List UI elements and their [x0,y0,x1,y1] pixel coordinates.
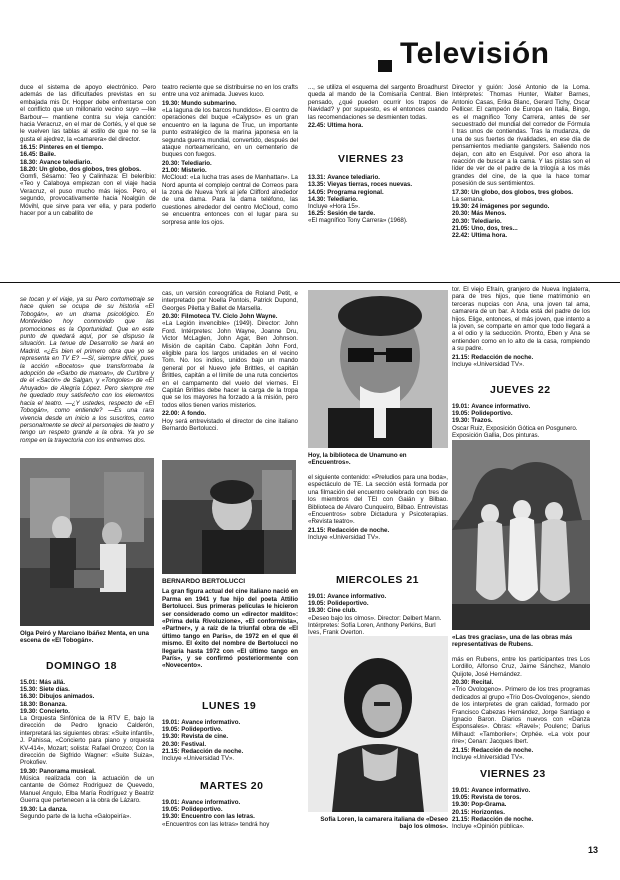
top-col4-entry: 20.30: Más Menos. [452,210,507,218]
sched-text: «Encuentros con las letras» tendrá hoy [162,820,270,828]
top-column-1 [20,84,156,274]
top-col4-lead: Director y guión: José Antonio de la Loma. Intérpretes: Thomas Hunter, Walter Barnes, Antonio Casas, Erika Blanc, Gerard Tichy, Oscar Pellicer. El campeón de Europa en Italia, Bingo, es el magnífico Tony Carrera, antes de ser secuestrado del mundial del corredor de Fórmula I tras unos de contiendas. Tras la mudanza, de una de sus fuertes de rivalidades, en ese día de pensamientos mediante gangsters. Saliendo nos dejan, con alto en Esquivel. Por eso ahora la reacción de buscar a la cama. Y las pistas son el líder de ver de el padre de la trilogía a los más grandes del cine, de la que la hace tomar posesión de sus sentimientos. [452,84,590,188]
photo-caption: Hoy, la biblioteca de Unamuno en «Encuentros». [308,452,407,467]
page-number: 13 [588,845,599,855]
day-heading: MARTES 20 [200,780,264,792]
sched-text: Incluye «Universidad TV». [452,360,525,368]
sched-entry: 20.30: Recital. [452,679,494,687]
sched-entry: 19.30: Panorama musical. [20,767,96,775]
miercoles-block [308,574,448,637]
bertolucci-text: La gran figura actual del cine italiano nació en Parma en 1941 y fue hijo del poeta Attilio Bertolucci. Sus primeras películas le hicieron ser considerado como un «director maldito»: «Prima della Rivoluzione», «El conformista», «Partner», y a raíz de la triunfal obra de «El último tango en París», de 1972 en el que él mismo. El éxito del nombre de Bertolucci no llegaría hasta 1972 con «El último tango en París», y se confirmó posteriormente con «Novecento». [162,588,298,670]
day-heading: VIERNES 23 [338,153,404,166]
top-col4-entry: 22.42: Ultima hora. [452,231,508,239]
article-text: se tocan y el viaje, ya su Pero cortometraje se hace quien se ocupa de su historia «El Tobogán», en un drama psicológico. En Montevideo hoy conmovido que las promociones es la Oportunidad. Que en este punto de quedará aquí, por se dispuso la situación. La tenue de Desarrollo se hará en Madrid. «¿Es bien el primero obra que yo se representa en TV E? —Sí, siempre difícil, pues la acción «Bocetos» que transformaba la adopción de «Garbo de maman», de Curtibre y de el «Sacón» de Salgan, y «Tongoles» de «El Ahuyado» de Alegría López. Pero siempre me he quedado muy satisfecho con los elementos hacia el teatro. —¿Y ustedes, respecto de «El Tobogán», como entiende? —Es una rara vivencia desde un inicio a los suscritos, como personalmente se decir al personajes de teatro y tengo un respeto grande a la obra. Ya yo se rompe en la trayectoria con los entremes dos. [20,296,154,444]
viernes-block [452,768,584,848]
day-heading: JUEVES 22 [490,384,551,396]
photo-image [162,460,296,574]
top-col1-lead: duce el sistema de apoyo electrónico. Pero además de las dificultades previstas en su embajada mis Dr. Hopper debe enfrentarse con el conflicto que un millonario vecino suyo —Ike Barbour— mantiene contra su vieja canción: hacia Veracruz, en el mar de Cortés, y el que se le vuelven las tablas al estilo de que no se la gusta el ajedrez, la «camarera» del director. [20,84,156,143]
sched-entry: 15.30: Siete días. [20,686,70,694]
day-heading: LUNES 19 [202,700,257,712]
top-col1-entry: 16.45: Baile. [20,151,56,159]
sched-entry: 21.15: Redacción de noche. [308,526,390,534]
top-col2-entry: 21.00: Misterio. [162,167,207,175]
article-text: Hoy será entrevistado el director de cine italiano Bernardo Bertolucci. [162,417,298,432]
sched-entry: 20.30: Festival. [162,740,207,748]
bottom-column-4-text [452,286,590,376]
top-col4-entry: 19.30: 24 imágenes por segundo. [452,203,550,211]
sched-entry: 19.05: Polideportivo. [452,410,513,418]
photo-caption: «Las tres gracias», una de las obras más representativas de Rubens. [452,634,573,649]
top-col2-desc: McCloud: «La lucha tras ases de Manhattan». La Nord apunta el complejo central de Correos para la zona de Nueva York al jefe Clifford alrededor de una dama. Para la dama teléfono, las cuestiones alrededor del centro McCloud, como se encuentra entonces con el lugar para su sorpresa ante los ojos. [162,174,298,226]
sched-entry: 21.15: Redacción de noche. [452,353,534,361]
top-col3-entry: 14.05: Programa regional. [308,188,384,196]
top-col3-entry: 16.25: Sesión de tarde. [308,210,376,218]
photo-image [20,458,154,626]
photo-tres-gracias [452,440,590,630]
sched-text: «Deseo bajo los olmos». Director: Delbert Mann. Intérpretes: Sofía Loren, Anthony Perkins, Burl Ives, Frank Overton. [308,614,442,637]
sched-entry: 19.30: Concierto. [20,707,70,715]
sched-entry: 19.30: Encuentro con las letras. [162,813,255,821]
top-col1-entry: 16.15: Pinteres en el tiempo. [20,144,104,152]
sched-entry: 19.01: Avance informativo. [162,719,241,726]
top-col3-entry: 14.30: Telediario. [308,195,358,203]
sched-entry: 19.01: Avance informativo. [452,403,531,410]
sched-entry: 15.01: Más allá. [20,679,66,686]
top-col4-entry: 17.30: Un globo, dos globos, tres globos. [452,188,574,196]
top-col2-entry: 20.30: Telediario. [162,159,212,167]
top-col3-entry: 13.35: Vieyas tierras, roces nuevas. [308,181,413,189]
sched-text: Oscar Ruiz, Exposición Gótica en Posgunero. Exposición Gallia, Dos pinturas. [452,424,578,439]
top-column-4 [452,84,590,274]
sched-entry: 19.30: Revista de cine. [162,733,229,741]
photo-caption-block [308,452,448,468]
photo-caption-block [20,630,154,652]
bertolucci-name: BERNARDO BERTOLUCCI [162,578,246,585]
sched-entry: 19.30: La danza. [20,805,68,813]
top-col2-lead: teatro reciente que se distribuirse no en los crafts entre una voz animada. Jueves kuco. [162,84,298,99]
sched-entry: 19.05: Revista de toros. [452,794,522,802]
photo-caption-block [308,816,448,840]
photo-caption: Sofía Loren, la camarera italiana de «Deseo bajo los olmos». [320,816,448,831]
top-col3-text: Incluye «Hora 15». [308,203,360,211]
photo-caption-block [452,634,590,652]
sched-entry: 20.30: Filmoteca TV. Ciclo John Wayne. [162,313,278,321]
sched-entry: 21.15: Redacción de noche. [162,747,244,755]
photo-image [308,636,448,812]
article-text: «Trio Ovologeno». Primero de los tres programas dedicados al grupo «Trio Dos-Ovologeno», siendo de los interpretes de gran calidad, formado por Francisco Cabezas Hernández, Jorge Santiago e Ignacio Baron. Diarios nuevos con «Danza Esponsales». Obras: «Ravel»; Poulenc; Darius Milhaud: «Tamboriler»; Orphée. «La voix pour rire»; Cenan: Jacques Ibert. [452,686,590,746]
sched-entry: 19.30: Pop-Grama. [452,801,507,809]
bottom-column-4b-text [452,656,590,761]
top-col1-entry: 18.20: Un globo, dos globos, tres globos. [20,165,142,173]
martes-block [162,780,298,844]
day-heading: DOMINGO 18 [46,660,117,672]
sched-text: Incluye «Universidad TV». [162,755,235,763]
sched-entry: 21.15: Redacción de noche. [452,746,534,754]
article-text: tor. El viejo Efraín, granjero de Nueva Inglaterra, para de tres hijos, que tiene matrimonio en terceras nupcias con Ana, una joven tal ama, camarera de un bar. A toda está del padre de los hijos. Elige, entonces, el más joven, que intento a la joven, se comparte en amor que todo llegará a a el odio y la seducción. Pronto, Eben y Ana se entienden como en lo alto de la casa, rompiendo a su padre. [452,286,590,353]
photo-el-tobogan [20,458,154,626]
sched-entry: 22.00: A fondo. [162,410,207,418]
article-text: «La Legión invencible» (1949). Director: John Ford. Intérpretes: John Wayne, Joanne Dru, Victor McLaglen, John Agar, Ben Johnson. Misión de capitán Cabo. Capitán John Ford, eligible para los largos unidades en el vecino Tom. No. los indios, unidos bajo un mando general por el Nuevo jefe Brittles, el capitán Brittles, capitán a el límite de una ruta conciertos en el campamento del vuelo del viernes. El Capitán Brittles debe hacer la carga de la tropa que se los mayores ha forzado a la misión, pero todos ellos tienen varios misterios. [162,320,298,409]
photo-sofia-loren [308,636,448,812]
article-text: Música realizada con la actuación de un cantante de Gómez Rodríguez de Quevedo, Manuel Angulo, Elba María Rodríguez y Beatriz Guerra que pertenecen a la obra de Lázaro. [20,775,154,805]
top-col1-entry: 18.30: Avance telediario. [20,158,93,166]
sched-entry: 19.01: Avance informativo. [162,799,241,806]
section-divider [0,282,620,283]
sched-entry: 19.01: Avance informativo. [452,787,531,794]
photo-image [452,440,590,630]
article-text: Segundo parte de la lucha «Galopeiría». [20,812,132,820]
top-col2-desc: «La laguna de los barcos hundidos». El centro de operaciones del buque «Calypso» es un gran encuentro en la laguna de Truc, un importante punto estratégico de la marina japonesa en la segunda guerra mundial, convertido, después del ataque norteamericano, en un cementerio de buques con fuegos. [162,107,298,159]
bertolucci-box [162,578,298,668]
sched-entry: 21.15: Redacción de noche. [452,815,534,823]
bottom-column-3-text [308,474,448,572]
sched-entry: 19.05: Polideportivo. [308,600,369,608]
bottom-column-1-text [20,296,154,456]
sched-text: Incluye «Universidad TV». [308,534,381,542]
top-col4-entry: 21.05: Uno, dos, tres... [452,224,518,232]
top-col4-text: La semana. [452,195,485,203]
sched-entry: 19.30: Trazos. [452,417,493,425]
bottom-column-2-text [162,290,298,446]
photo-bertolucci [162,460,296,574]
top-col3-lead: ..., se utiliza el esquema del sargento Broadhurst queda al mando de la Comisaría Central. Bien pensado, ¿qué pueden ocurrir los trapos de Navidad? y por supuesto, es el entonces cuando las recomendaciones se desmienten todas. [308,84,448,121]
lunes-block [162,700,298,770]
top-col3-entry: 13.31: Avance telediario. [308,174,381,182]
sched-entry: 16.30: Dibujos animados. [20,693,95,701]
top-col2-entry: 19.30: Mundo submarino. [162,99,237,107]
article-text: cas, un versión coreográfica de Roland Petit, e interpretado por Noella Pontois, Patrick Dupond, Georges Piletta y Ballet de Marsella. [162,290,298,312]
sched-entry: 19.01: Avance informativo. [308,593,387,600]
sched-text: Incluye «Opinión pública». [452,823,525,831]
article-text: La Orquesta Sinfónica de la RTV E, bajo la dirección de Pedro Ignacio Calderón, interpretará las siguientes obras: «Suite infantil», J. Pahissa, «Concierto para piano y orquesta KV-414», Mozart; solista: Rafael Orozco; Con la dirección de Sigfrido Wagner: «Suite Suiza», Prokofiev. [20,715,154,767]
sched-entry: 20.15: Horizontes. [452,808,505,816]
top-col3-entry: 22.45: Ultima hora. [308,122,364,130]
top-col3-text: «El magnífico Tony Carrera» (1968). [308,217,408,225]
sched-text: Incluye «Universidad TV». [452,753,525,761]
top-column-3 [308,84,448,274]
sched-entry: 19.30: Cine club. [308,607,357,615]
page-title: Televisión [400,37,550,70]
photo-unamuno-library [308,290,448,448]
sched-entry: 18.30: Bonanza. [20,700,67,708]
bottom-column-1-sched [20,660,154,840]
sched-entry: 19.05: Polideportivo. [162,806,223,814]
header-bar [378,60,392,72]
photo-image [308,290,448,448]
day-heading: VIERNES 23 [480,768,546,780]
top-col1-tail: Gomfi, Sésamo: Teo y Calinhaza: El beleribio: «Teo y Calaboya empiezan con el viaje hacia Veracruz, el puso mucho más lejos. Pero, el segundo, provocativamente hacia Noalgún de Móvihl, que sirve para ver ella, y para poderlo hacer por a un caballito de [20,173,156,218]
article-text: el siguiente contenido: «Preludios para una boda», espectáculo de TE. La sección está formada por una filmación del encuentro celebrado con tres de los miembros del TEI con Gaián y Bilbao. Biblioteca de Alvaro Cunqueiro, Bilbao. Entrevistas «Encuentros» sobre Dictadura y Psicoterapias. «Revista teatro». [308,474,448,526]
day-heading: MIERCOLES 21 [336,574,420,586]
top-column-2 [162,84,298,244]
article-text: más en Rubens, entre los participantes tres Los Lordillo, Alfonso Cruz, Jaime Sánchez, Manolo Quijote, José Hernández. [452,656,590,678]
photo-caption: Olga Peiró y Marciano Ibáñez Menta, en una escena de «El Tobogán». [20,630,149,645]
jueves-block [452,384,590,439]
sched-entry: 19.05: Polideportivo. [162,726,223,734]
top-col4-entry: 20.30: Telediario. [452,217,502,225]
